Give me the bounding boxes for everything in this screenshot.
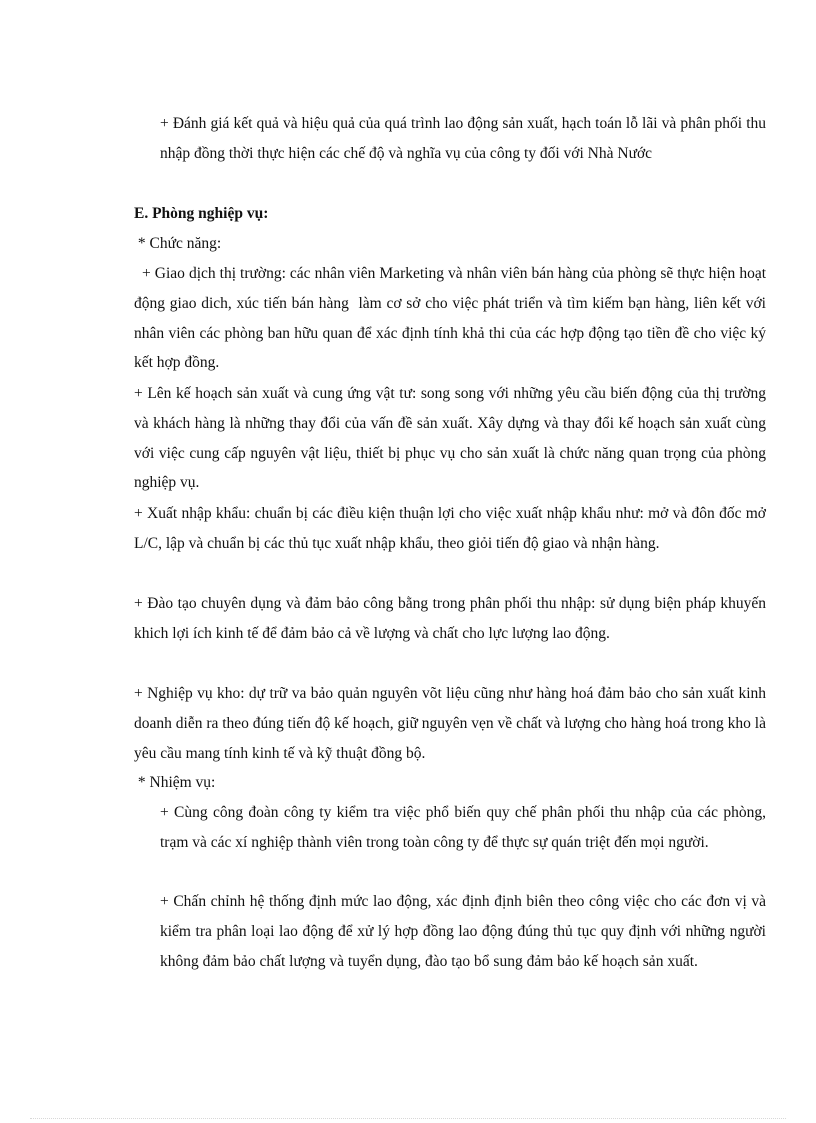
duty-label: * Nhiệm vụ: <box>134 774 216 791</box>
paragraph-evaluation: + Đánh giá kết quả và hiệu quả của quá trình lao động sản xuất, hạch toán lỗ lãi và phân phối thu nhập đồng thời thực hiện các chế độ và nghĩa vụ của công ty đối với Nhà Nước <box>160 115 766 162</box>
paragraph-duty-inspection: + Cùng công đoàn công ty kiểm tra việc phổ biến quy chế phân phối thu nhập của các phòng, trạm và các xí nghiệp thành viên trong toàn công ty để thực sự quán triệt đến mọi người. <box>160 804 766 851</box>
section-heading: E. Phòng nghiệp vụ: <box>134 205 269 222</box>
paragraph-production-planning: + Lên kế hoạch sản xuất và cung ứng vật tư: song song với những yêu cầu biến động của thị trường và khách hàng là những thay đổi của vấn đề sản xuất. Xây dựng và thay đổi kế hoạch sản xuất cùng với việc cung cấp nguyên vật liệu, thiết bị phục vụ cho sản xuất là chức năng quan trọng của phòng nghiệp vụ. <box>134 385 766 492</box>
paragraph-training: + Đào tạo chuyên dụng và đảm bảo công bằng trong phân phối thu nhập: sử dụng biện pháp khuyến khich lợi ích kinh tế để đảm bảo cả về lượng và chất cho lực lượng lao động. <box>134 595 766 642</box>
paragraph-warehouse: + Nghiệp vụ kho: dự trữ va bảo quản nguyên võt liệu cũng như hàng hoá đảm bảo cho sản xuất kinh doanh diễn ra theo đúng tiến độ kế hoạch, giữ nguyên vẹn về chất và lượng cho hàng hoá trong kho là yêu cầu mang tính kinh tế và kỹ thuật đồng bộ. <box>134 685 766 762</box>
paragraph-duty-labor-norms: + Chấn chỉnh hệ thống định mức lao động, xác định định biên theo công việc cho các đơn vị và kiểm tra phân loại lao động để xử lý hợp đồng lao động đúng thủ tục quy định với những người không đảm bảo chất lượng và tuyển dụng, đào tạo bổ sung đảm bảo kế hoạch sản xuất. <box>160 893 766 970</box>
paragraph-market-trading: + Giao dịch thị trường: các nhân viên Marketing và nhân viên bán hàng của phòng sẽ thực hiện hoạt động giao dich, xúc tiến bán hàng làm cơ sở cho việc phát triển và tìm kiếm bạn hàng, liên kết với nhân viên các phòng ban hữu quan để xác định tính khả thi của các hợp động tạo tiền đề cho việc ký kết hợp đồng. <box>134 265 770 372</box>
page-bottom-border <box>30 1118 786 1119</box>
paragraph-import-export: + Xuất nhập khẩu: chuẩn bị các điều kiện thuận lợi cho việc xuất nhập khẩu như: mở và đôn đốc mở L/C, lập và chuẩn bị các thủ tục xuất nhập khẩu, theo giỏi tiến độ giao và nhận hàng. <box>134 505 766 552</box>
function-label: * Chức năng: <box>134 235 222 252</box>
